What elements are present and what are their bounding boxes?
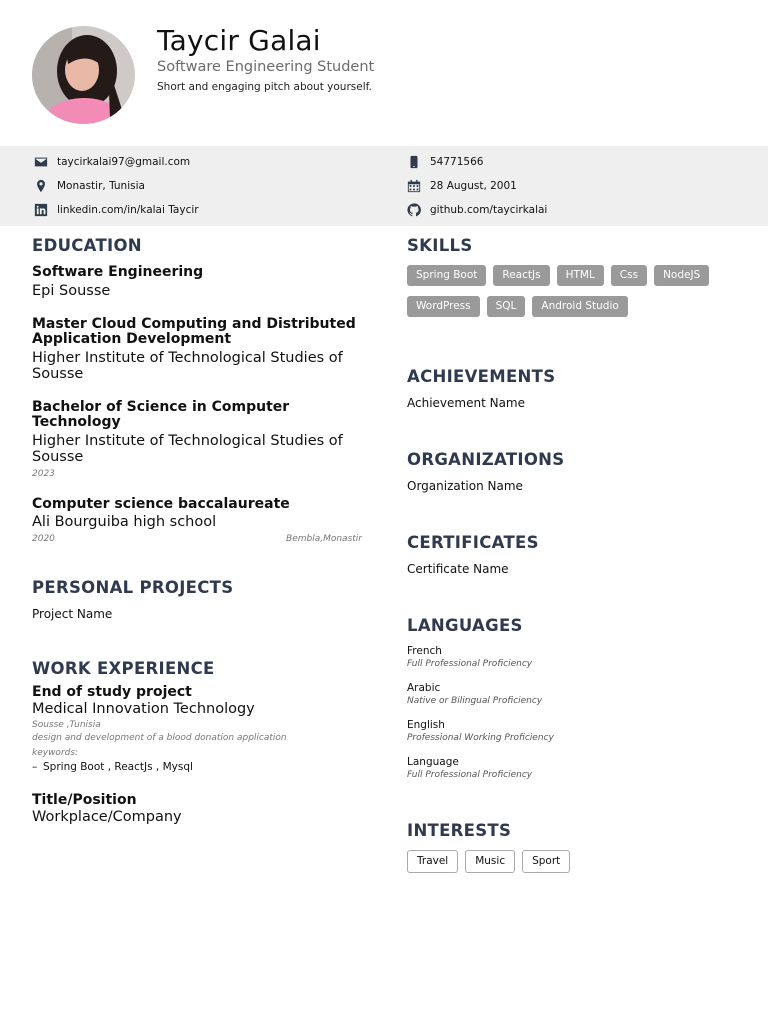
candidate-name: Taycir Galai bbox=[157, 24, 321, 57]
skills-heading: SKILLS bbox=[407, 236, 473, 255]
education-school: Ali Bourguiba high school bbox=[32, 514, 217, 530]
work-keywords-label: keywords: bbox=[32, 748, 79, 758]
education-place: Bembla,Monastir bbox=[286, 534, 362, 544]
language-level: Full Professional Proficiency bbox=[407, 659, 533, 669]
education-degree: Software Engineering bbox=[32, 264, 204, 280]
contact-location-text: Monastir, Tunisia bbox=[57, 180, 145, 192]
contact-bar bbox=[0, 146, 768, 226]
education-degree: Computer science baccalaureate bbox=[32, 495, 290, 512]
work-keywords-text: Spring Boot , ReactJs , Mysql bbox=[43, 761, 193, 773]
location-icon bbox=[34, 179, 48, 193]
interests-list bbox=[407, 850, 737, 873]
achievements-section bbox=[407, 367, 737, 410]
linkedin-icon bbox=[34, 203, 48, 217]
skill-tag: WordPress bbox=[407, 296, 480, 317]
bullet-dash-icon: – bbox=[32, 761, 38, 773]
work-heading: WORK EXPERIENCE bbox=[32, 659, 215, 678]
github-icon bbox=[407, 203, 421, 217]
interests-heading: INTERESTS bbox=[407, 821, 512, 840]
education-degree: Master Cloud Computing and Distributed Application Development bbox=[32, 315, 356, 347]
candidate-role: Software Engineering Student bbox=[157, 59, 375, 75]
achievements-heading: ACHIEVEMENTS bbox=[407, 367, 556, 386]
email-icon bbox=[34, 155, 48, 169]
education-item bbox=[32, 317, 362, 382]
education-meta bbox=[32, 469, 362, 479]
phone-icon bbox=[407, 155, 421, 169]
projects-section bbox=[32, 578, 362, 621]
organizations-section bbox=[407, 450, 737, 493]
contact-email[interactable] bbox=[34, 154, 190, 170]
skill-tag: Css bbox=[611, 265, 647, 286]
work-position: End of study project bbox=[32, 684, 192, 700]
organizations-heading: ORGANIZATIONS bbox=[407, 450, 565, 469]
education-date: 2020 bbox=[32, 534, 55, 544]
languages-heading: LANGUAGES bbox=[407, 616, 523, 635]
interest-tag: Sport bbox=[522, 850, 570, 873]
skill-tag: NodeJS bbox=[654, 265, 709, 286]
language-level: Full Professional Proficiency bbox=[407, 770, 533, 780]
language-item bbox=[407, 645, 583, 669]
languages-list bbox=[407, 645, 747, 793]
languages-section bbox=[407, 616, 737, 793]
education-degree: Bachelor of Science in Computer Technology bbox=[32, 398, 290, 430]
contact-location bbox=[34, 178, 145, 194]
education-school: Higher Institute of Technological Studies of Sousse bbox=[32, 432, 343, 465]
skill-tag: ReactJs bbox=[493, 265, 549, 286]
work-company: Workplace/Company bbox=[32, 809, 182, 825]
certificate-name: Certificate Name bbox=[407, 562, 509, 576]
contact-birthdate-text: 28 August, 2001 bbox=[430, 180, 517, 192]
skill-tag: HTML bbox=[557, 265, 604, 286]
work-item bbox=[32, 684, 362, 773]
work-section bbox=[32, 659, 362, 825]
language-item bbox=[407, 682, 583, 706]
work-company: Medical Innovation Technology bbox=[32, 701, 255, 717]
right-column bbox=[407, 236, 737, 873]
profile-photo bbox=[32, 26, 135, 124]
language-item bbox=[407, 719, 583, 743]
language-name: Arabic bbox=[407, 682, 441, 694]
contact-linkedin-text: linkedin.com/in/kalai Taycir bbox=[57, 204, 199, 216]
language-name: English bbox=[407, 719, 445, 731]
education-heading: EDUCATION bbox=[32, 236, 142, 255]
skills-list bbox=[407, 265, 737, 327]
contact-linkedin[interactable] bbox=[34, 202, 199, 218]
education-school: Epi Sousse bbox=[32, 282, 111, 299]
contact-phone-text: 54771566 bbox=[430, 156, 484, 168]
skill-tag: Android Studio bbox=[532, 296, 627, 317]
work-position: Title/Position bbox=[32, 792, 137, 808]
interests-section bbox=[407, 821, 737, 873]
education-date: 2023 bbox=[32, 468, 55, 479]
certificates-section bbox=[407, 533, 737, 576]
interest-tag: Travel bbox=[407, 850, 458, 873]
contact-birthdate bbox=[407, 178, 517, 194]
resume-header bbox=[0, 0, 768, 146]
language-level: Professional Working Proficiency bbox=[407, 733, 554, 743]
education-school: Higher Institute of Technological Studies of Sousse bbox=[32, 349, 343, 382]
skill-tag: Spring Boot bbox=[407, 265, 486, 286]
work-location: Sousse ,Tunisia bbox=[32, 720, 101, 730]
education-item bbox=[32, 497, 362, 545]
work-item bbox=[32, 792, 362, 825]
calendar-icon bbox=[407, 179, 421, 193]
left-column bbox=[32, 236, 362, 825]
language-item bbox=[407, 756, 583, 780]
project-name: Project Name bbox=[32, 607, 113, 621]
skills-section bbox=[407, 236, 737, 327]
contact-email-text: taycirkalai97@gmail.com bbox=[57, 156, 191, 168]
contact-github[interactable] bbox=[407, 202, 547, 218]
organization-name: Organization Name bbox=[407, 479, 523, 493]
language-level: Native or Bilingual Proficiency bbox=[407, 696, 543, 706]
contact-phone[interactable] bbox=[407, 154, 483, 170]
education-section bbox=[32, 236, 362, 544]
achievement-name: Achievement Name bbox=[407, 396, 526, 410]
work-description: design and development of a blood donation application bbox=[32, 733, 287, 743]
certificates-heading: CERTIFICATES bbox=[407, 533, 539, 552]
language-name: French bbox=[407, 645, 442, 657]
projects-heading: PERSONAL PROJECTS bbox=[32, 578, 234, 597]
work-keywords bbox=[32, 761, 362, 773]
education-item bbox=[32, 400, 362, 479]
education-meta bbox=[32, 534, 362, 544]
language-name: Language bbox=[407, 756, 459, 768]
candidate-pitch: Short and engaging pitch about yourself. bbox=[157, 81, 372, 93]
contact-github-text: github.com/taycirkalai bbox=[430, 204, 548, 216]
education-item bbox=[32, 265, 362, 299]
interest-tag: Music bbox=[465, 850, 515, 873]
profile-photo-image bbox=[32, 26, 135, 124]
skill-tag: SQL bbox=[487, 296, 526, 317]
